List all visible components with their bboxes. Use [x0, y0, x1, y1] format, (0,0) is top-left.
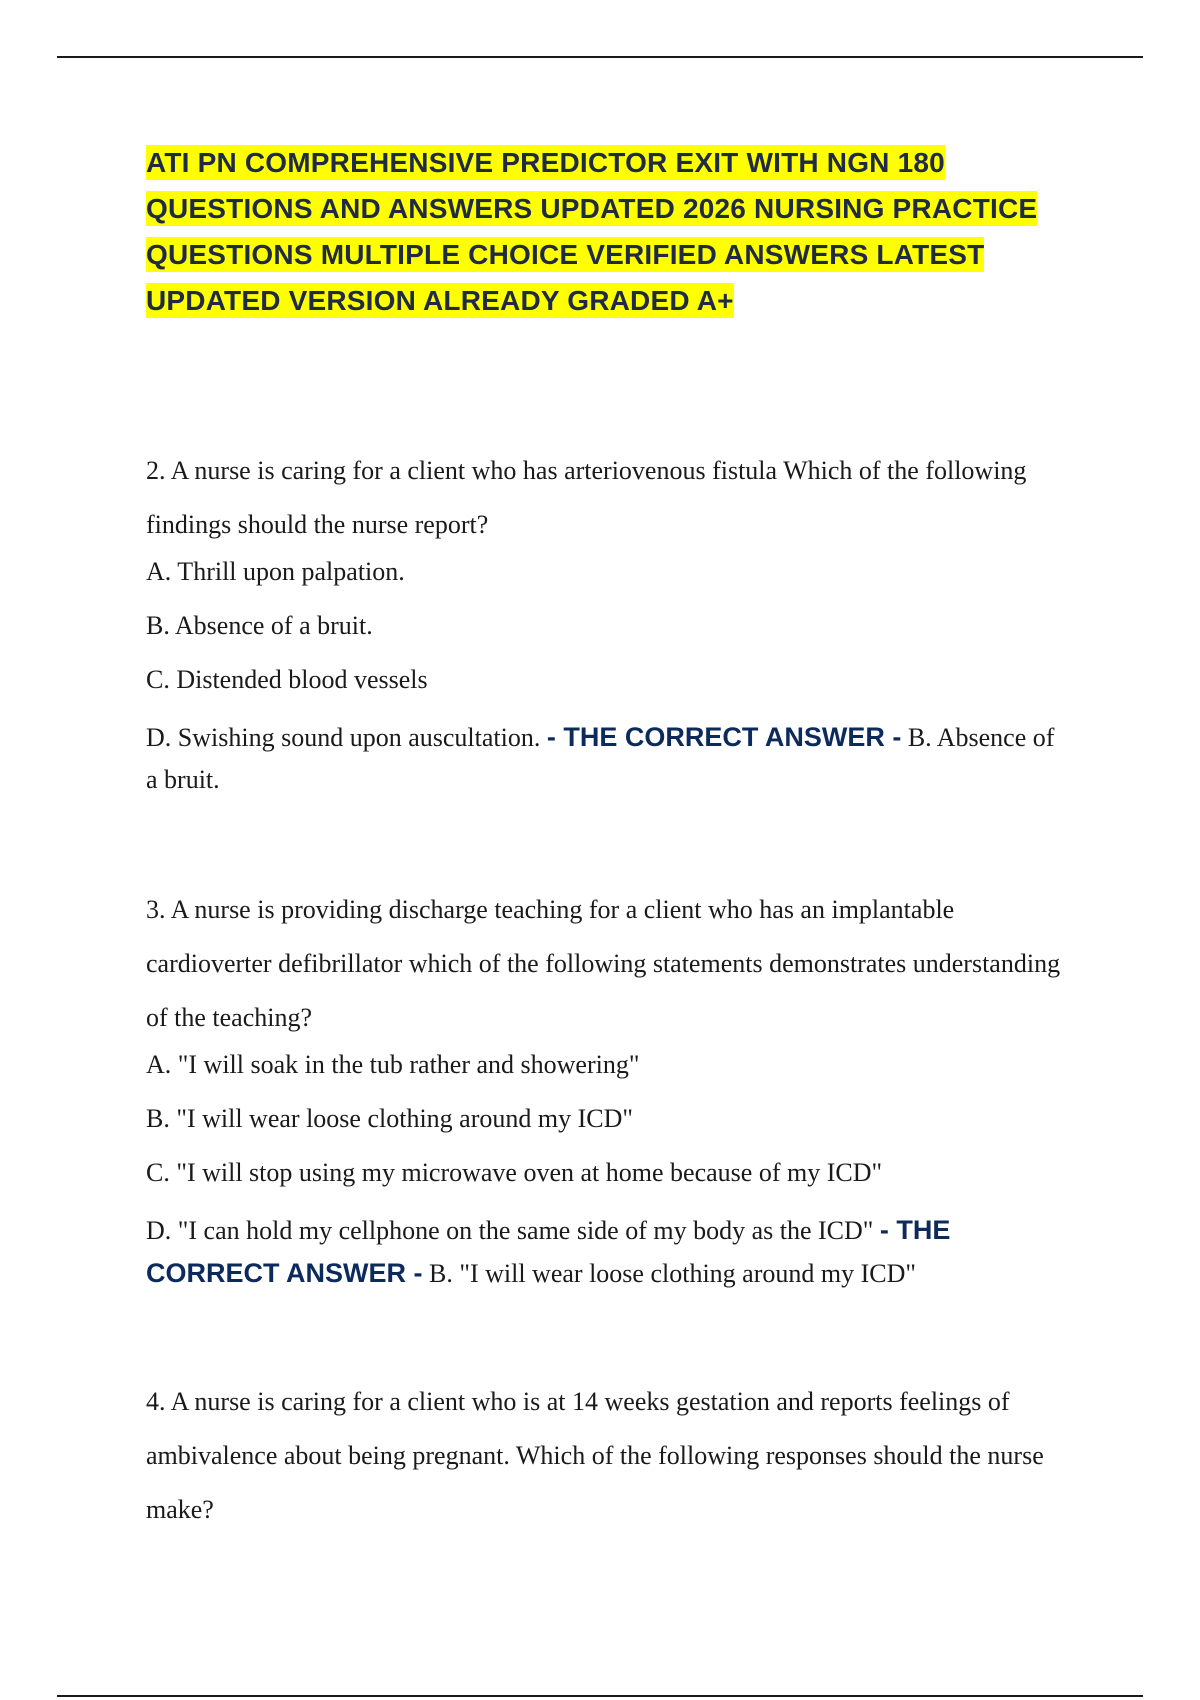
- correct-answer: B. "I will wear loose clothing around my ICD": [429, 1259, 916, 1288]
- document-title: [146, 140, 1066, 324]
- top-rule: [57, 56, 1143, 58]
- correct-answer-label: - THE CORRECT ANSWER -: [146, 1215, 951, 1288]
- option-a: A. Thrill upon palpation.: [146, 557, 405, 586]
- question-stem: 2. A nurse is caring for a client who has arteriovenous fistula Which of the following findings should the nurse report?: [146, 456, 1027, 539]
- page-content: [146, 140, 1066, 1539]
- option-b: B. "I will wear loose clothing around my ICD": [146, 1104, 633, 1133]
- correct-answer: B. Absence of a bruit.: [146, 723, 1055, 794]
- question-2: [146, 444, 1066, 801]
- option-c: C. Distended blood vessels: [146, 665, 428, 694]
- option-d: D. Swishing sound upon auscultation.: [146, 723, 541, 752]
- option-d-with-answer: [146, 1209, 1066, 1295]
- option-d: D. "I can hold my cellphone on the same side of my body as the ICD": [146, 1216, 874, 1245]
- question-stem: 4. A nurse is caring for a client who is at 14 weeks gestation and reports feelings of ambivalence about being pregnant. Which of the following responses should the nurse make?: [146, 1387, 1044, 1524]
- question-4: [146, 1375, 1066, 1537]
- title-highlight: ATI PN COMPREHENSIVE PREDICTOR EXIT WITH NGN 180 QUESTIONS AND ANSWERS UPDATED 2026 NURSING PRACTICE QUESTIONS MULTIPLE CHOICE VERIFIED ANSWERS LATEST UPDATED VERSION ALREADY GRADED A+: [146, 147, 1038, 316]
- question-stem: 3. A nurse is providing discharge teaching for a client who has an implantable cardioverter defibrillator which of the following statements demonstrates understanding of the teaching?: [146, 895, 1061, 1032]
- bottom-rule: [57, 1695, 1143, 1697]
- correct-answer-label: - THE CORRECT ANSWER -: [546, 722, 902, 752]
- option-b: B. Absence of a bruit.: [146, 611, 373, 640]
- option-d-with-answer: [146, 716, 1066, 801]
- option-a: A. "I will soak in the tub rather and showering": [146, 1050, 640, 1079]
- question-3: [146, 883, 1066, 1295]
- option-c: C. "I will stop using my microwave oven at home because of my ICD": [146, 1158, 883, 1187]
